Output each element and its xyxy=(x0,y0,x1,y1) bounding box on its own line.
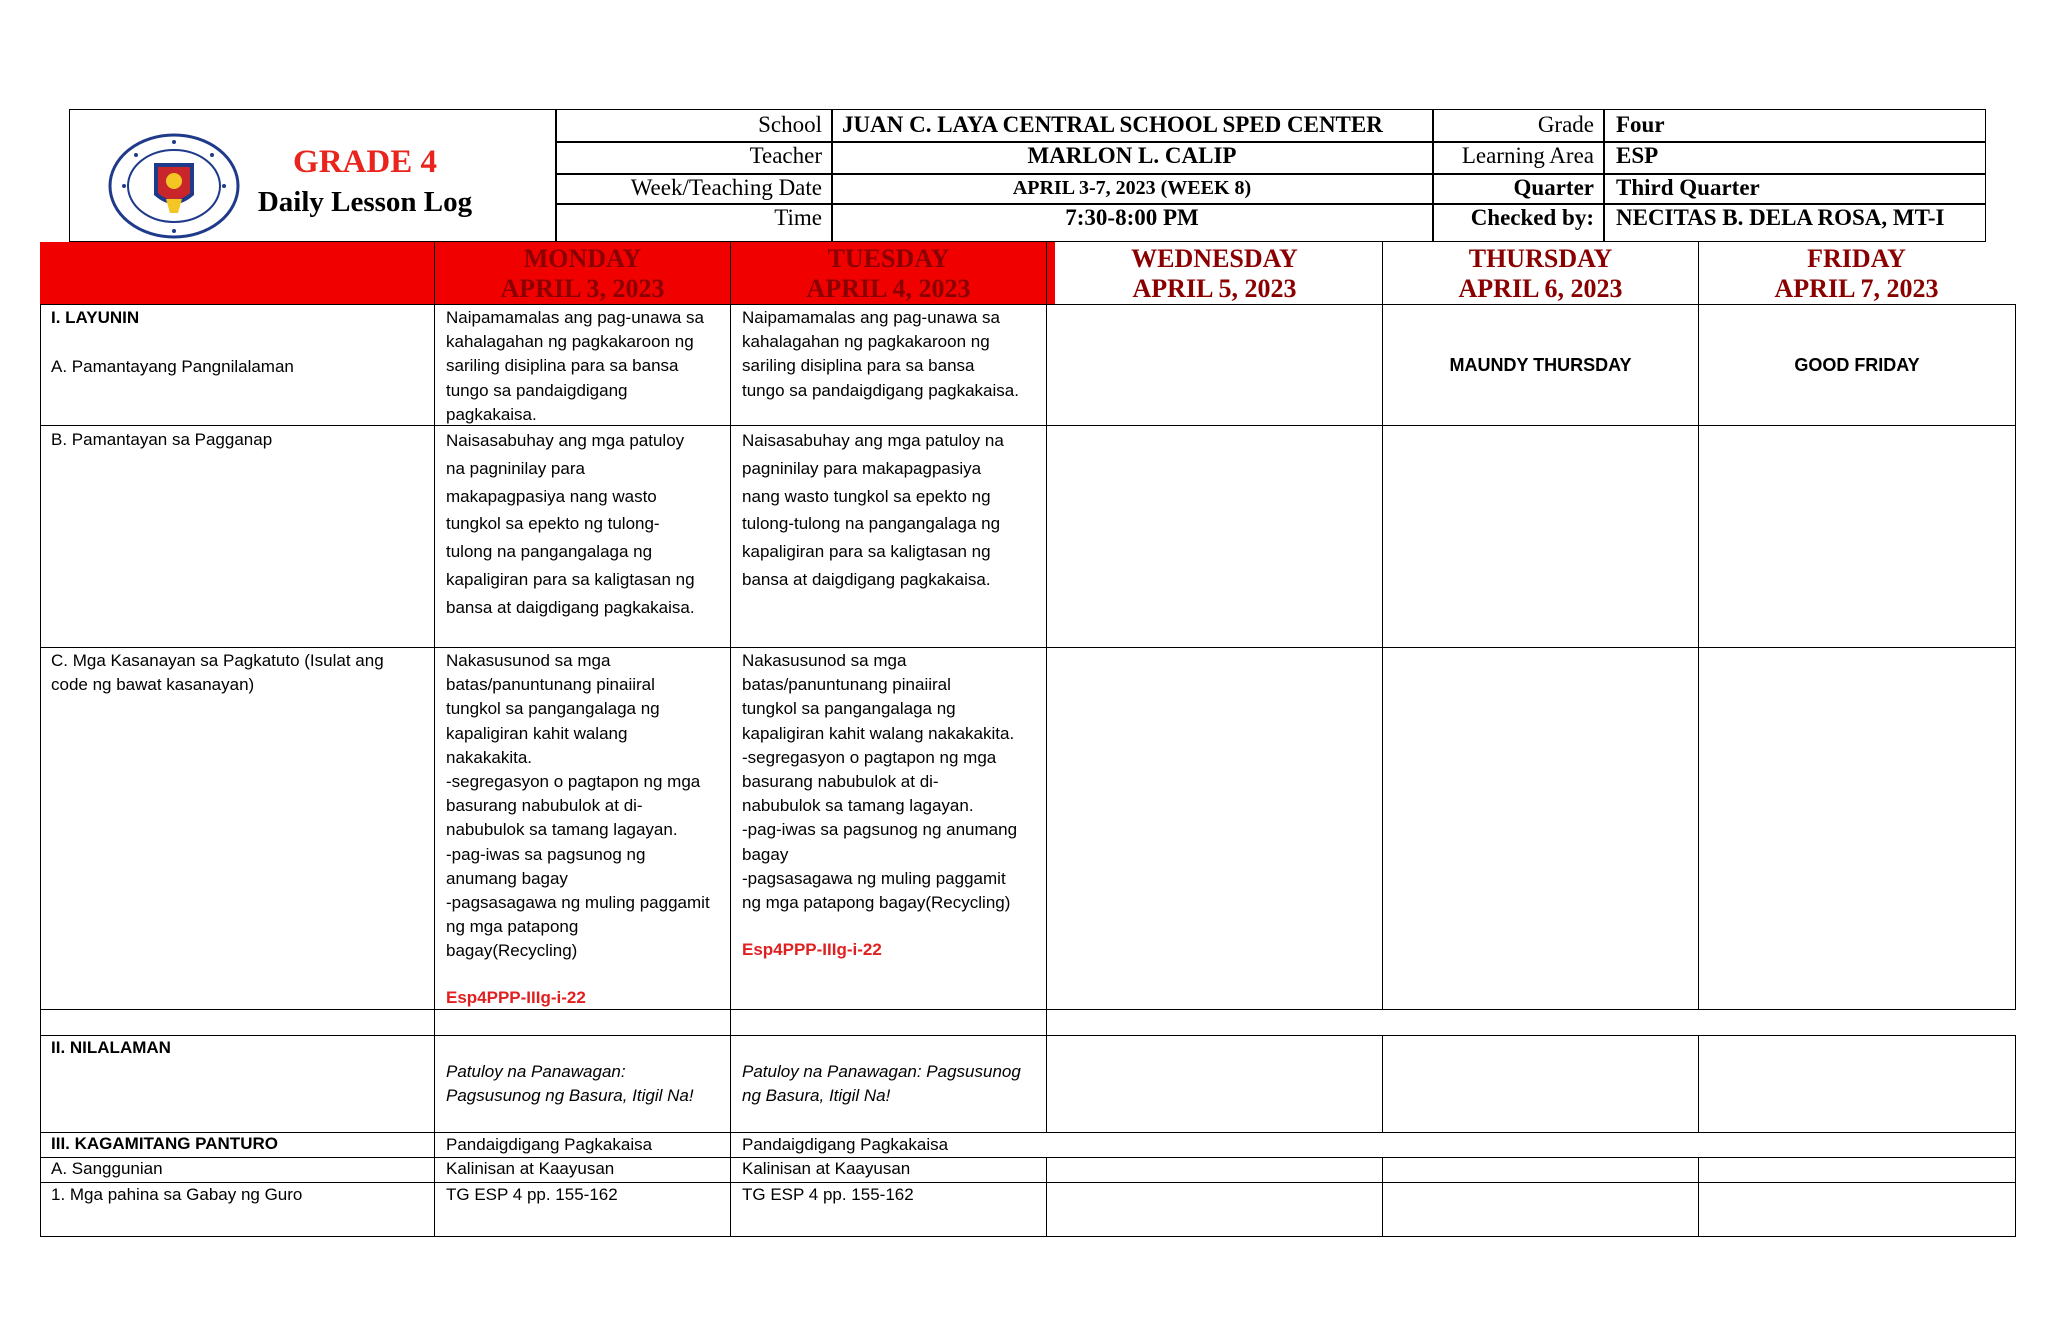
good-friday-label: GOOD FRIDAY xyxy=(1794,355,1920,375)
cell-sanggunian-wednesday xyxy=(1046,1157,1383,1183)
page-subtitle: Daily Lesson Log xyxy=(257,186,473,218)
cell-nilalaman-wednesday xyxy=(1046,1035,1383,1133)
day-thursday xyxy=(1383,244,1698,304)
deped-seal-icon xyxy=(106,133,242,239)
day-date: APRIL 5, 2023 xyxy=(1132,274,1297,303)
cell-pagganap-friday xyxy=(1698,425,2016,648)
sanggunian-label: A. Sanggunian xyxy=(51,1159,163,1178)
pamantayang-pangnilalaman-label: A. Pamantayang Pangnilalaman xyxy=(51,357,294,376)
kasanayan-tuesday-code: Esp4PPP-IIIg-i-22 xyxy=(742,940,882,959)
cell-kagamitan-monday xyxy=(434,1132,731,1158)
day-date: APRIL 6, 2023 xyxy=(1458,274,1623,303)
time-value: 7:30-8:00 PM xyxy=(1065,205,1199,230)
cell-spacer-tuesday xyxy=(730,1009,1047,1036)
cell-nilalaman-thursday xyxy=(1382,1035,1699,1133)
header-divider xyxy=(1432,109,1434,242)
cell-kasanayan-friday xyxy=(1698,647,2016,1010)
cell-layunin-wednesday xyxy=(1046,304,1383,426)
cell-pagganap-wednesday xyxy=(1046,425,1383,648)
header-divider xyxy=(555,109,557,242)
cell-gabay-thursday xyxy=(1382,1182,1699,1237)
learning-area-label: Learning Area xyxy=(1461,143,1594,168)
cell-pagganap-label xyxy=(40,425,435,648)
kasanayan-label: C. Mga Kasanayan sa Pagkatuto (Isulat ang code ng bawat kasanayan) xyxy=(51,651,384,695)
kasanayan-monday-text: Nakasusunod sa mga batas/panuntunang pinaiiral tungkol sa pangangalaga ng kapaligiran kahit walang nakakakita. -segregasyon o pagtapon ng mga basurang nabubulok at di- nabubulok sa tamang lagayan. -pag-iwas sa pagsunog ng anumang bagay -pagsasagawa ng muling paggamit ng mga patapong bagay(Recycling) xyxy=(446,651,710,961)
nilalaman-monday-title: Patuloy na Panawagan: Pagsusunog ng Basura, Itigil Na! xyxy=(446,1062,694,1106)
cell-gabay-friday xyxy=(1698,1182,2016,1237)
nilalaman-tuesday-topics: Pandaigdigang Pagkakaisa Kalinisan at Kaayusan xyxy=(742,1134,949,1179)
layunin-heading: I. LAYUNIN xyxy=(51,308,140,327)
kagamitan-heading: III. KAGAMITANG PANTURO xyxy=(51,1134,278,1153)
cell-kasanayan-wednesday xyxy=(1046,647,1383,1010)
cell-nilalaman-friday xyxy=(1698,1035,2016,1133)
checked-by-label: Checked by: xyxy=(1470,205,1594,230)
cell-sanggunian-tuesday xyxy=(730,1157,1047,1183)
pagganap-monday-text: Naisasabuhay ang mga patuloy na pagninilay para makapagpasiya nang wasto tungkol sa epekto ng tulong- tulong na pangangalaga ng kapaligiran para sa kaligtasan ng bansa at daigdigang pagkakaisa. xyxy=(446,431,695,617)
day-wednesday xyxy=(1047,244,1382,304)
quarter-label: Quarter xyxy=(1513,175,1594,200)
quarter-value: Third Quarter xyxy=(1616,175,1760,200)
cell-sanggunian-monday xyxy=(434,1157,731,1183)
cell-sanggunian-thursday xyxy=(1382,1157,1699,1183)
checked-by-value: NECITAS B. DELA ROSA, MT-I xyxy=(1616,205,1945,230)
school-value: JUAN C. LAYA CENTRAL SCHOOL SPED CENTER xyxy=(842,112,1383,137)
day-date: APRIL 3, 2023 xyxy=(500,274,665,303)
time-label: Time xyxy=(774,205,822,230)
day-friday xyxy=(1699,244,2014,304)
day-name: THURSDAY xyxy=(1468,244,1613,273)
cell-kasanayan-thursday xyxy=(1382,647,1699,1010)
nilalaman-heading: II. NILALAMAN xyxy=(51,1038,171,1057)
page-title: GRADE 4 xyxy=(293,144,437,180)
cell-kagamitan-rest xyxy=(730,1132,2016,1158)
layunin-monday-text: Naipamamalas ang pag-unawa sa kahalagahan ng pagkakaroon ng sariling disiplina para sa bansa tungo sa pandaigdigang pagkakaisa. xyxy=(446,308,704,424)
nilalaman-tuesday-title: Patuloy na Panawagan: Pagsusunog ng Basura, Itigil Na! xyxy=(742,1062,1021,1106)
day-date: APRIL 4, 2023 xyxy=(806,274,971,303)
day-tuesday xyxy=(731,244,1046,304)
kasanayan-monday-code: Esp4PPP-IIIg-i-22 xyxy=(446,988,586,1007)
cell-sanggunian-friday xyxy=(1698,1157,2016,1183)
cell-kasanayan-label xyxy=(40,647,435,1010)
nilalaman-monday-topics: Pandaigdigang Pagkakaisa Kalinisan at Kaayusan xyxy=(446,1134,653,1179)
gabay-tuesday-text: TG ESP 4 pp. 155-162 xyxy=(742,1185,914,1204)
gabay-ng-guro-label: 1. Mga pahina sa Gabay ng Guro xyxy=(51,1185,303,1204)
cell-spacer-monday xyxy=(434,1009,731,1036)
kasanayan-tuesday-text: Nakasusunod sa mga batas/panuntunang pinaiiral tungkol sa pangangalaga ng kapaligiran kahit walang nakakakita. -segregasyon o pagtapon ng mga basurang nabubulok at di- nabubulok sa tamang lagayan. -pag-iwas sa pagsunog ng anumang bagay -pagsasagawa ng muling paggamit ng mga patapong bagay(Recycling) xyxy=(742,651,1018,913)
maundy-thursday-label: MAUNDY THURSDAY xyxy=(1449,355,1632,375)
cell-pagganap-thursday xyxy=(1382,425,1699,648)
cell-spacer-label xyxy=(40,1009,435,1036)
week-value: APRIL 3-7, 2023 (WEEK 8) xyxy=(1012,177,1252,199)
grade-value: Four xyxy=(1616,112,1665,137)
gabay-monday-text: TG ESP 4 pp. 155-162 xyxy=(446,1185,618,1204)
school-label: School xyxy=(758,112,822,137)
layunin-tuesday-text: Naipamamalas ang pag-unawa sa kahalagahan ng pagkakaroon ng sariling disiplina para sa bansa tungo sa pandaigdigang pagkakaisa. xyxy=(742,308,1019,400)
day-name: TUESDAY xyxy=(827,244,950,273)
grade-label: Grade xyxy=(1537,112,1594,137)
day-name: MONDAY xyxy=(523,244,642,273)
header-divider xyxy=(1603,109,1605,242)
learning-area-value: ESP xyxy=(1616,143,1659,168)
teacher-label: Teacher xyxy=(749,143,822,168)
deped-seal xyxy=(106,133,242,239)
week-label: Week/Teaching Date xyxy=(630,175,822,200)
pagganap-tuesday-text: Naisasabuhay ang mga patuloy na pagninilay para makapagpasiya nang wasto tungkol sa epekto ng tulong-tulong na pangangalaga ng kapaligiran para sa kaligtasan ng bansa at daigdigang pagkakaisa. xyxy=(742,431,1004,589)
day-monday xyxy=(435,244,730,304)
day-name: FRIDAY xyxy=(1807,244,1906,273)
teacher-value: MARLON L. CALIP xyxy=(1027,143,1237,168)
pamantayan-sa-pagganap-label: B. Pamantayan sa Pagganap xyxy=(51,430,273,449)
day-name: WEDNESDAY xyxy=(1131,244,1298,273)
day-date: APRIL 7, 2023 xyxy=(1774,274,1939,303)
cell-gabay-wednesday xyxy=(1046,1182,1383,1237)
